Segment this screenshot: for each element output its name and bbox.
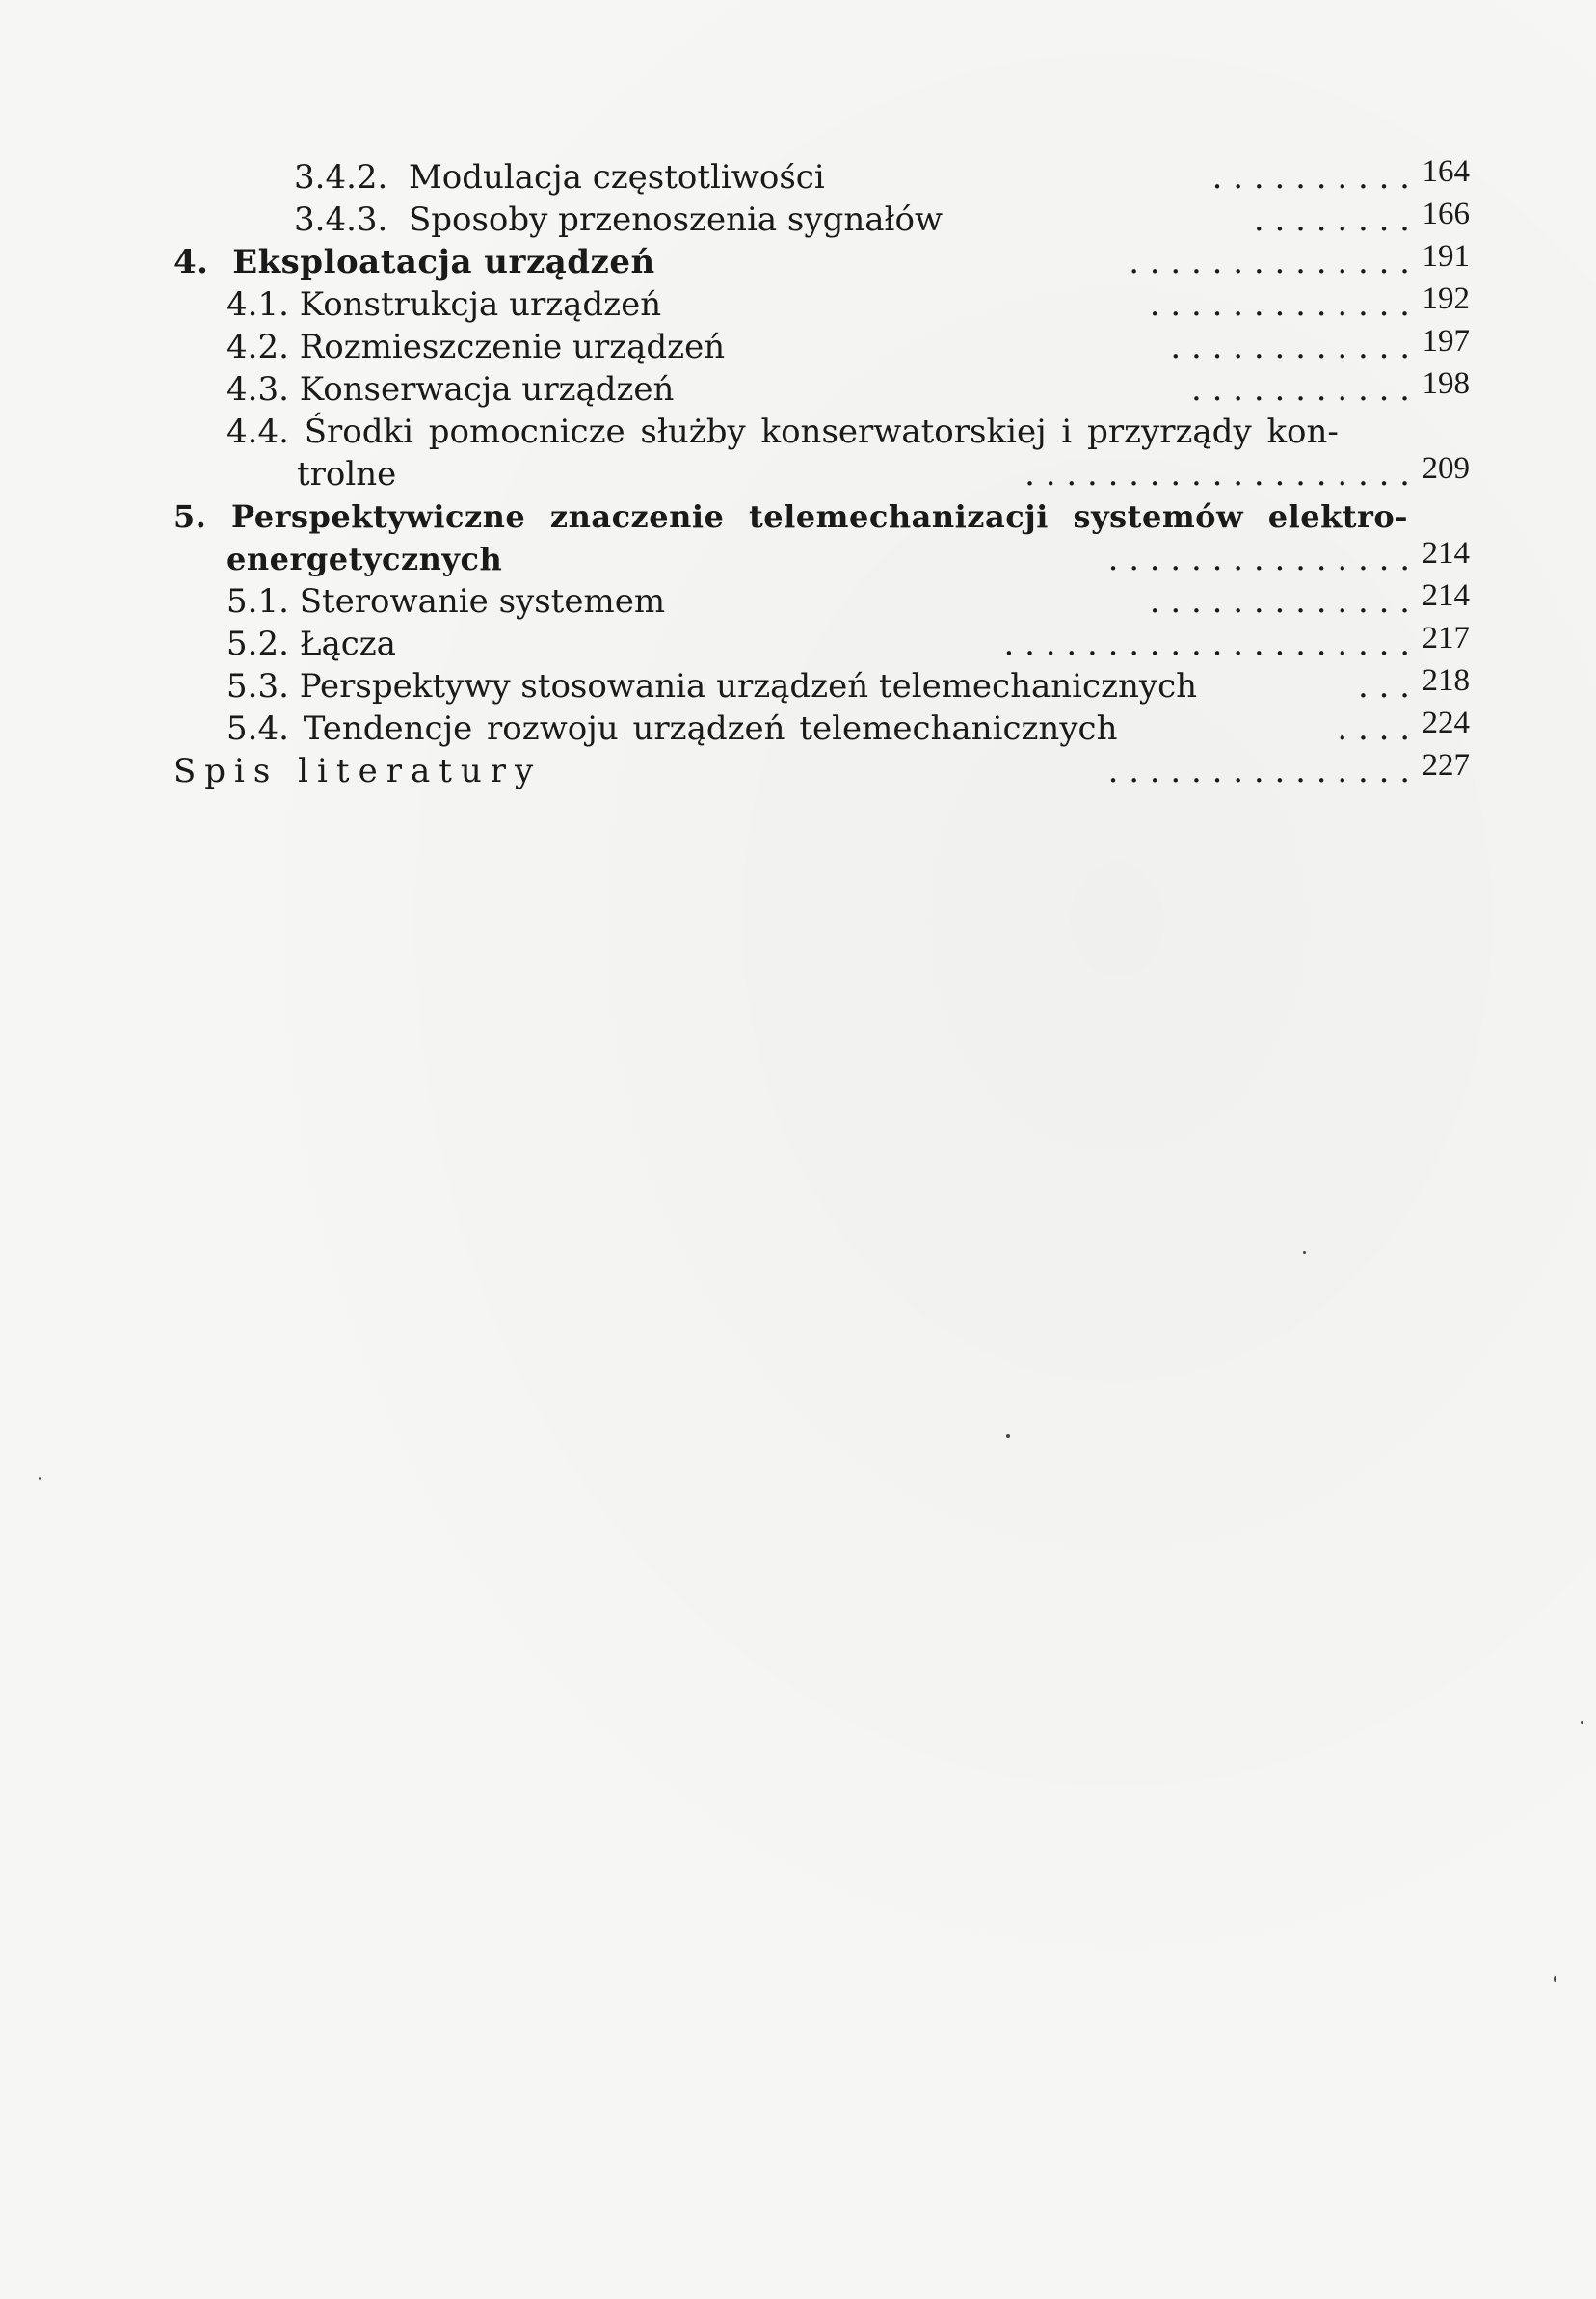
toc-entry-title: 4.4. Środki pomocnicze służby konserwatorskiej i przyrządy kon-	[226, 413, 1339, 451]
toc-leader-dots: . . . . . . . . . . . . . . .	[1107, 752, 1410, 790]
toc-page-number: 198	[1422, 366, 1470, 401]
toc-page-number: 192	[1422, 281, 1470, 316]
toc-page-number: 191	[1422, 239, 1470, 274]
toc-entry-title: 3.4.3. Sposoby przenoszenia sygnałów	[294, 200, 944, 239]
toc-entry-title: 4. Eksploatacja urządzeń	[173, 243, 655, 281]
toc-entry-bibliography[interactable]	[173, 750, 1470, 792]
toc-entry-title: 5. Perspektywiczne znaczenie telemechanizacji systemów elektro-	[173, 498, 1409, 535]
toc-entry-title: 4.3. Konserwacja urządzeń	[226, 370, 675, 409]
toc-page-number: 166	[1422, 197, 1470, 231]
toc-leader-dots: . . . . . . . . . . . . . .	[1129, 243, 1410, 281]
toc-leader-dots: . . .	[1357, 667, 1410, 706]
scan-speck	[1554, 1976, 1556, 1982]
toc-entry-5-1[interactable]	[173, 580, 1470, 623]
toc-entry-4-4[interactable]	[173, 411, 1470, 453]
scan-speck	[39, 1477, 41, 1480]
toc-entry-title: 5.3. Perspektywy stosowania urządzeń telemechanicznych	[226, 667, 1198, 706]
scan-speck	[1581, 1721, 1583, 1724]
toc-entry-title: 5.2. Łącza	[226, 625, 396, 663]
toc-entry-3-4-3[interactable]	[173, 199, 1470, 241]
toc-entry-3-4-2[interactable]	[173, 156, 1470, 199]
toc-entry-5-continued[interactable]	[173, 538, 1470, 580]
toc-leader-dots: . . . . . . . . . . . . . . . . . . .	[1024, 455, 1410, 494]
toc-leader-dots: . . . . . . . . . . . .	[1170, 328, 1410, 366]
toc-entry-title: energetycznych	[226, 541, 503, 577]
toc-entry-title: 4.2. Rozmieszczenie urządzeń	[226, 328, 726, 366]
scan-speck	[1006, 1434, 1010, 1438]
toc-leader-dots: . . . . . . . . . . . . . . . . . . . .	[1003, 625, 1410, 663]
toc-entry-title: 4.1. Konstrukcja urządzeń	[226, 285, 662, 324]
toc-leader-dots: . . . . . . . . . . . . .	[1149, 285, 1410, 324]
toc-leader-dots: . . . . . . . .	[1253, 200, 1410, 239]
toc-entry-title: 5.1. Sterowanie systemem	[226, 582, 666, 621]
toc-leader-dots: . . . . . . . . . .	[1211, 158, 1410, 197]
toc-leader-dots: . . . .	[1337, 709, 1410, 748]
toc-leader-dots: . . . . . . . . . . . . . . .	[1107, 540, 1410, 578]
toc-page-number: 227	[1422, 748, 1470, 783]
toc-leader-dots: . . . . . . . . . . .	[1191, 370, 1410, 409]
toc-entry-title: trolne	[297, 455, 397, 494]
toc-entry-5-4[interactable]	[173, 708, 1470, 750]
toc-entry-4-1[interactable]	[173, 283, 1470, 326]
toc-page-number: 209	[1422, 451, 1470, 486]
table-of-contents	[173, 156, 1470, 792]
toc-entry-5-2[interactable]	[173, 623, 1470, 665]
toc-entry-title: Spis literatury	[173, 752, 543, 790]
toc-page-number: 217	[1422, 621, 1470, 655]
toc-page-number: 214	[1422, 536, 1470, 571]
toc-entry-5-3[interactable]	[173, 665, 1470, 708]
toc-page-number: 164	[1422, 154, 1470, 189]
toc-page-number: 214	[1422, 578, 1470, 613]
toc-entry-4-3[interactable]	[173, 368, 1470, 411]
toc-page-number: 224	[1422, 706, 1470, 740]
toc-entry-4[interactable]	[173, 241, 1470, 283]
toc-page-number: 197	[1422, 324, 1470, 359]
toc-entry-title: 5.4. Tendencje rozwoju urządzeń telemechanicznych	[226, 709, 1118, 748]
scan-speck	[1303, 1251, 1306, 1254]
toc-entry-5[interactable]	[173, 495, 1470, 538]
toc-entry-title: 3.4.2. Modulacja częstotliwości	[294, 158, 825, 197]
toc-entry-4-4-continued[interactable]	[173, 453, 1470, 495]
toc-entry-4-2[interactable]	[173, 326, 1470, 368]
toc-page-number: 218	[1422, 663, 1470, 698]
toc-leader-dots: . . . . . . . . . . . . .	[1149, 582, 1410, 621]
